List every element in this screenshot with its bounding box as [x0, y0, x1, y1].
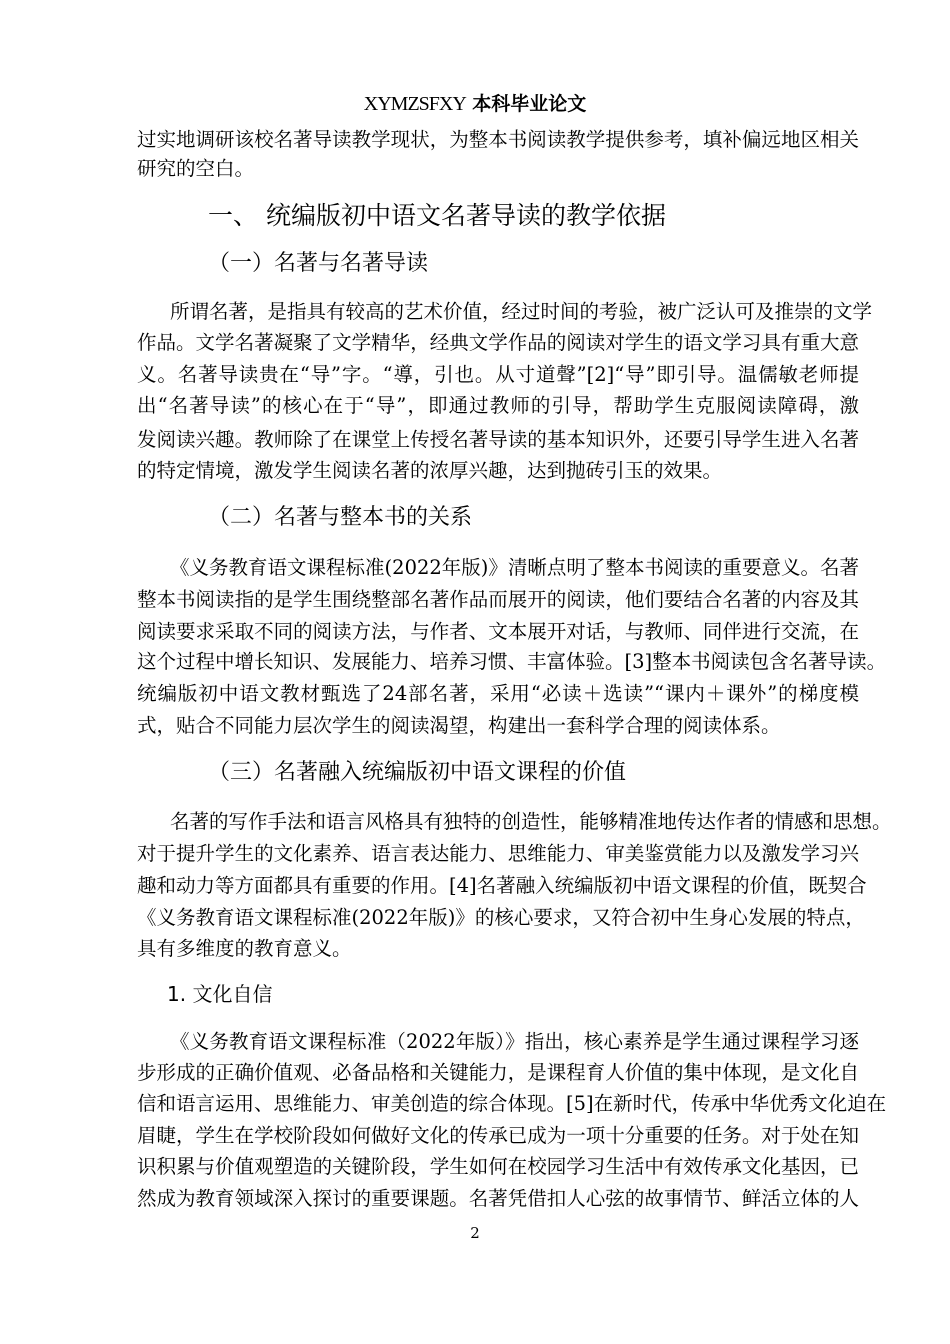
paragraph-line: 整本书阅读指的是学生围绕整部名著作品而展开的阅读，他们要结合名著的内容及其	[137, 588, 859, 611]
paragraph-line: 这个过程中增长知识、发展能力、培养习惯、丰富体验。[3]整本书阅读包含名著导读。	[137, 650, 887, 673]
header-title: 本科毕业论文	[472, 93, 587, 115]
paragraph-line: 作品。文学名著凝聚了文学精华，经典文学作品的阅读对学生的语文学习具有重大意	[137, 331, 859, 354]
paragraph-line: 阅读要求采取不同的阅读方法，与作者、文本展开对话，与教师、同伴进行交流，在	[137, 620, 859, 643]
paragraph-line: 出“名著导读”的核心在于“导”，即通过教师的引导，帮助学生克服阅读障碍，激	[137, 394, 859, 417]
subsection-heading: （一）名著与名著导读	[208, 251, 429, 276]
paragraph-line: 《义务教育语文课程标准(2022年版)》的核心要求，又符合初中生身心发展的特点，	[137, 906, 865, 929]
paragraph-line: 名著的写作手法和语言风格具有独特的创造性，能够精准地传达作者的情感和思想。	[170, 810, 892, 833]
paragraph-line: 的特定情境，激发学生阅读名著的浓厚兴趣，达到抛砖引玉的效果。	[137, 459, 723, 482]
paragraph-line: 识积累与价值观塑造的关键阶段，学生如何在校园学习生活中有效传承文化基因，已	[137, 1155, 859, 1178]
header-school-code: XYMZSFXY	[363, 93, 466, 115]
paragraph-line: 式，贴合不同能力层次学生的阅读渴望，构建出一套科学合理的阅读体系。	[137, 714, 781, 737]
page-header	[0, 89, 950, 116]
paragraph-line: 过实地调研该校名著导读教学现状，为整本书阅读教学提供参考，填补偏远地区相关	[137, 128, 859, 151]
paragraph-line: 信和语言运用、思维能力、审美创造的综合体现。[5]在新时代，传承中华优秀文化迫在	[137, 1092, 887, 1115]
paragraph-line: 具有多维度的教育意义。	[137, 937, 352, 960]
paragraph-line: 然成为教育领域深入探讨的重要课题。名著凭借扣人心弦的故事情节、鲜活立体的人	[137, 1187, 859, 1210]
paragraph-line: 发阅读兴趣。教师除了在课堂上传授名著导读的基本知识外，还要引导学生进入名著	[137, 428, 859, 451]
subsection-heading: （二）名著与整本书的关系	[208, 505, 473, 530]
paragraph-line: 眉睫，学生在学校阶段如何做好文化的传承已成为一项十分重要的任务。对于处在知	[137, 1124, 859, 1147]
paragraph-line: 研究的空白。	[137, 157, 255, 180]
page-number: 2	[470, 1224, 480, 1242]
paragraph-line: 《义务教育语文课程标准（2022年版）》指出，核心素养是学生通过课程学习逐	[170, 1030, 859, 1053]
paragraph-line: 《义务教育语文课程标准(2022年版)》清晰点明了整本书阅读的重要意义。名著	[170, 556, 859, 579]
section-heading: 一、 统编版初中语文名著导读的教学依据	[208, 201, 666, 230]
paragraph-line: 对于提升学生的文化素养、语言表达能力、思维能力、审美鉴赏能力以及激发学习兴	[137, 842, 859, 865]
paragraph-line: 步形成的正确价值观、必备品格和关键能力，是课程育人价值的集中体现，是文化自	[137, 1061, 859, 1084]
sub-subsection-heading: 1. 文化自信	[167, 982, 273, 1006]
subsection-heading: （三）名著融入统编版初中语文课程的价值	[208, 760, 627, 785]
paragraph-line: 统编版初中语文教材甄选了24部名著，采用“必读＋选读”“课内＋课外”的梯度模	[137, 682, 859, 705]
paragraph-line: 所谓名著，是指具有较高的艺术价值，经过时间的考验，被广泛认可及推崇的文学	[170, 300, 873, 323]
paragraph-line: 义。名著导读贵在“导”字。“導，引也。从寸道聲”[2]“导”即引导。温儒敏老师提	[137, 363, 859, 386]
paragraph-line: 趣和动力等方面都具有重要的作用。[4]名著融入统编版初中语文课程的价值，既契合	[137, 874, 867, 897]
